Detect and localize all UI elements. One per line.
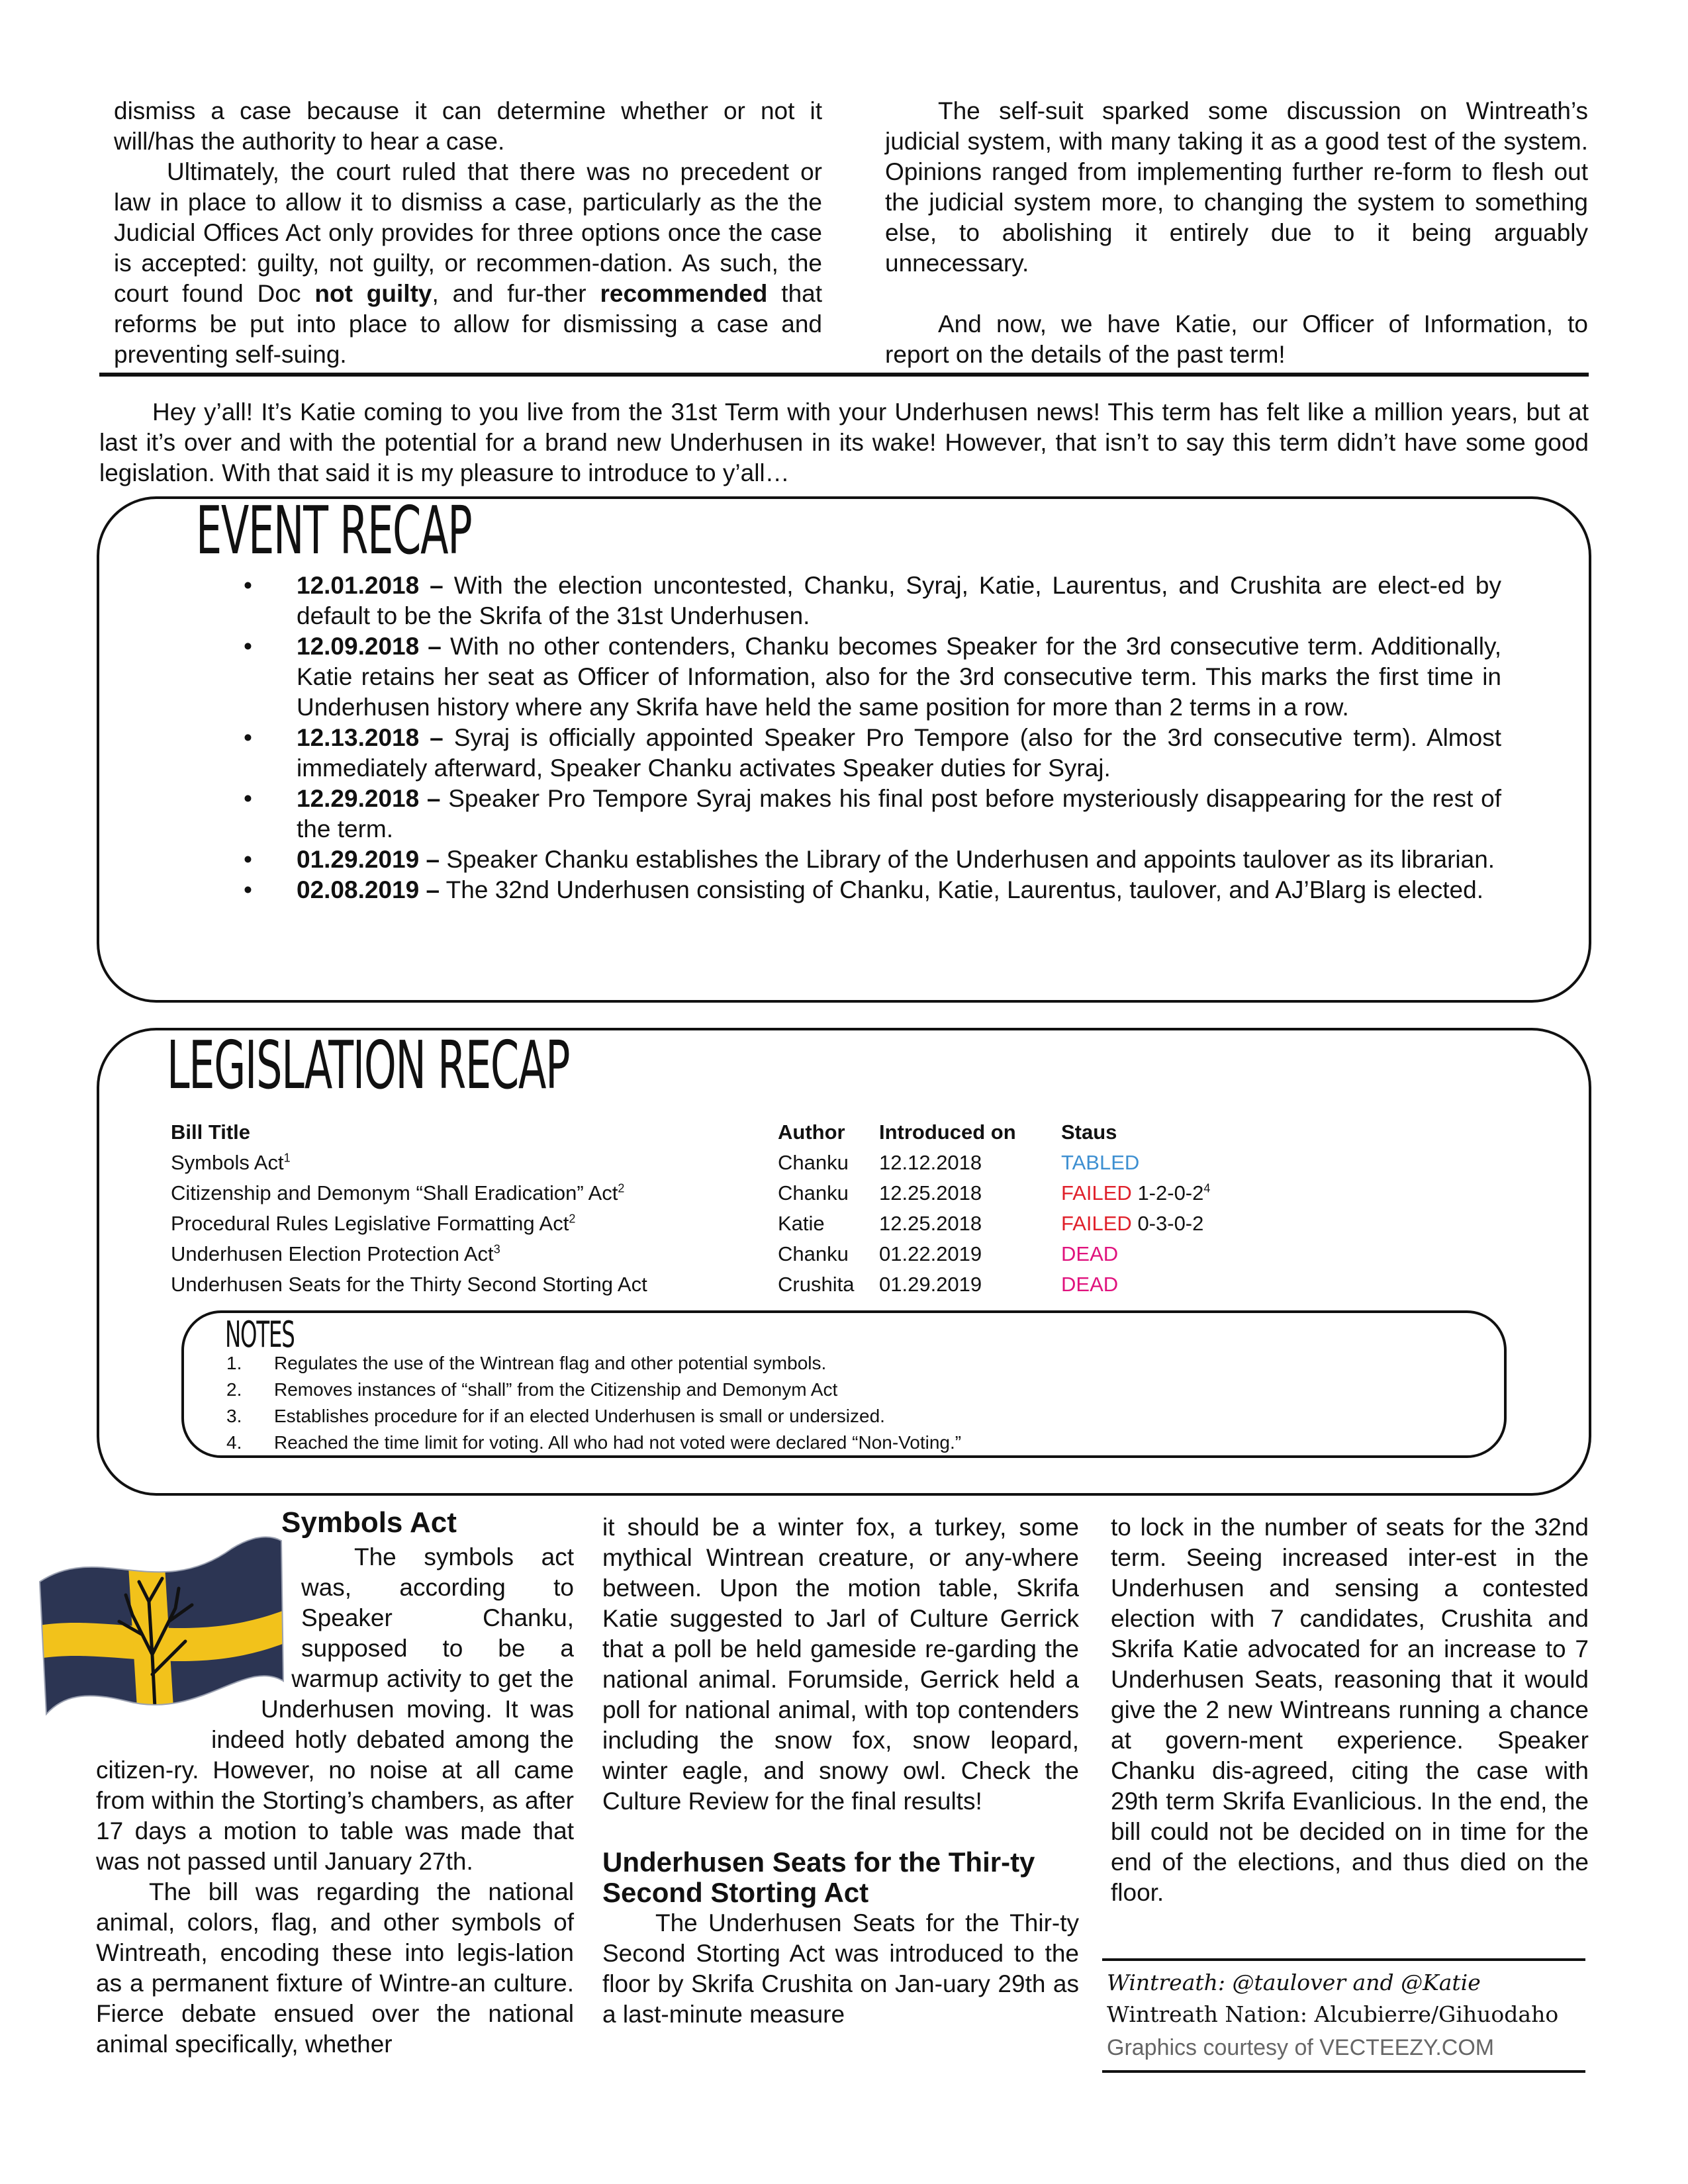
middle-column — [602, 1512, 1079, 2030]
note-item — [226, 1377, 1451, 1403]
status-label: TABLED — [1061, 1151, 1140, 1174]
seats-act-title: Underhusen Seats for the Thir-ty Second Storting Act — [602, 1846, 1035, 1908]
credits-bottom-rule — [1102, 2070, 1585, 2073]
note-text: Removes instances of “shall” from the Citizenship and Demonym Act — [274, 1379, 838, 1400]
bill-status — [1061, 1269, 1280, 1300]
symbols-act-paragraph-1: The symbols act was, according to Speaker Chanku, supposed to be a warmup activity to get the Underhusen moving. It was indeed hotly debated among the citizen-ry. However, no noise at all came from within the Storting’s chambers, as after 17 days a motion to table was made that was not passed until January 27th. — [96, 1543, 574, 1875]
note-text: Reached the time limit for voting. All who had not voted were declared “Non-Voting.” — [274, 1432, 962, 1453]
bill-author: Chanku — [778, 1242, 849, 1265]
note-item — [226, 1350, 1451, 1377]
event-item: • 01.29.2019 – Speaker Chanku establishes the Library of the Underhusen and appoints taulover as its librarian. — [244, 844, 1501, 875]
legislation-row — [171, 1178, 1280, 1208]
bill-author: Katie — [778, 1212, 825, 1235]
bill-author: Chanku — [778, 1181, 849, 1205]
top-left-paragraph-1: dismiss a case because it can determine whether or not it will/has the authority to hear a case. — [114, 97, 822, 155]
bill-status — [1061, 1148, 1280, 1178]
bill-author: Crushita — [778, 1273, 855, 1296]
status-label: DEAD — [1061, 1242, 1119, 1265]
note-number: 2. — [226, 1379, 242, 1400]
vote-footnote-ref: 4 — [1203, 1181, 1211, 1195]
bill-introduced: 01.22.2019 — [879, 1242, 982, 1265]
right-paragraph-1: to lock in the number of seats for the 32nd term. Seeing increased inter-est in the Underhusen and sensing a contested election with 7 candidates, Crushita and Skrifa Katie advocated for an increase to 7 Underhusen Seats, reasoning that it would give the 2 new Wintreans running a chance at govern-ment experience. Speaker Chanku dis-agreed, citing the case with 29th term Skrifa Evanlicious. In the end, the bill could not be decided on in time for the end of the elections, and thus died on the floor. — [1111, 1514, 1589, 1906]
bill-status — [1061, 1178, 1280, 1208]
bill-footnote-ref: 1 — [283, 1151, 291, 1165]
note-text: Establishes procedure for if an elected Underhusen is small or undersized. — [274, 1406, 885, 1426]
legislation-row — [171, 1239, 1280, 1269]
middle-paragraph-1: it should be a winter fox, a turkey, some mythical Wintrean creature, or any-where between. Upon the motion table, Skrifa Katie suggested to Jarl of Culture Gerrick that a poll be held gameside re-garding the national animal. Forumside, Gerrick held a poll for national animal, with top contenders including the snow fox, snow leopard, winter eagle, and snowy owl. Check the Culture Review for the final results! — [602, 1514, 1079, 1815]
notes-list — [226, 1350, 1451, 1456]
bill-introduced: 12.25.2018 — [879, 1181, 982, 1205]
right-column — [1111, 1512, 1589, 1908]
bill-status — [1061, 1208, 1280, 1239]
legislation-row — [171, 1208, 1280, 1239]
status-label: DEAD — [1061, 1273, 1119, 1296]
note-item — [226, 1430, 1451, 1456]
credit-line-2: Wintreath Nation: Alcubierre/Gihuodaho — [1107, 2001, 1559, 2027]
note-number: 3. — [226, 1406, 242, 1426]
status-label: FAILED — [1061, 1212, 1132, 1235]
seats-act-paragraph-1: The Underhusen Seats for the Thir-ty Second Storting Act was introduced to the floor by Skrifa Crushita on Jan-uary 29th as a last-minute measure — [602, 1909, 1079, 2028]
bill-status — [1061, 1239, 1280, 1269]
event-item: • 12.29.2018 – Speaker Pro Tempore Syraj makes his final post before mysteriously disappearing for the rest of the term. — [244, 784, 1501, 844]
note-number: 4. — [226, 1432, 242, 1453]
note-text: Regulates the use of the Wintrean flag and other potential symbols. — [274, 1353, 827, 1373]
credits-top-rule — [1102, 1958, 1585, 1961]
credit-line-1: Wintreath: @taulover and @Katie — [1107, 1970, 1481, 1995]
header-bill-title: Bill Title — [171, 1120, 251, 1144]
bill-footnote-ref: 2 — [618, 1181, 625, 1195]
vote-tally: 0-3-0-2 — [1131, 1212, 1204, 1235]
event-item: • 12.09.2018 – With no other contenders, Chanku becomes Speaker for the 3rd consecutive term. Additionally, Katie retains her seat as Officer of Information, also for the 3rd consecutive term. This marks the first time in Underhusen history where any Skrifa have held the same position for more than 2 terms in a row. — [244, 631, 1501, 723]
top-right-paragraph-2: And now, we have Katie, our Officer of Information, to report on the details of the past term! — [885, 310, 1588, 368]
status-label: FAILED — [1061, 1181, 1132, 1205]
bill-introduced: 01.29.2019 — [879, 1273, 982, 1296]
bill-footnote-ref: 3 — [493, 1242, 500, 1256]
vote-tally: 1-2-0-2 — [1131, 1181, 1204, 1205]
section-divider — [99, 373, 1589, 377]
note-number: 1. — [226, 1353, 242, 1373]
symbols-act-paragraph-2: The bill was regarding the national animal, colors, flag, and other symbols of Wintreath, encoding these into legis-lation as a permanent fixture of Wintre-an culture. Fierce debate ensued over the national animal specifically, whether — [96, 1878, 574, 2058]
header-status: Staus — [1061, 1120, 1117, 1144]
top-right-paragraph-1: The self-suit sparked some discussion on Wintreath’s judicial system, with many taking it as a good test of the system. Opinions ranged from implementing further re-form to flesh out the judicial system more, to changing the system to something else, to abolishing it entirely due to it being arguably unnecessary. — [885, 97, 1588, 277]
bill-title: Procedural Rules Legislative Formatting Act$^2$ — [171, 1212, 576, 1235]
credit-line-3: Graphics courtesy of VECTEEZY.COM — [1107, 2035, 1495, 2060]
symbols-act-title: Symbols Act — [281, 1506, 457, 1539]
header-introduced: Introduced on — [879, 1120, 1016, 1144]
bill-author: Chanku — [778, 1151, 849, 1174]
legislation-row — [171, 1148, 1280, 1178]
top-right-column — [885, 96, 1588, 370]
event-item: • 12.01.2018 – With the election uncontested, Chanku, Syraj, Katie, Laurentus, and Crushita are elect-ed by default to be the Skrifa of the 31st Underhusen. — [244, 570, 1501, 631]
legislation-table — [171, 1117, 1280, 1300]
bill-introduced: 12.25.2018 — [879, 1212, 982, 1235]
header-author: Author — [778, 1120, 845, 1144]
symbols-act-column — [96, 1542, 574, 2060]
intro-paragraph: Hey y’all! It’s Katie coming to you live from the 31st Term with your Underhusen news! This term has felt like a million years, but at last it’s over and with the potential for a brand new Underhusen in its wake! However, that isn’t to say this term didn’t have some good legislation. With that said it is my pleasure to introduce to y’all… — [99, 398, 1589, 486]
event-list — [244, 570, 1501, 905]
legislation-table-header — [171, 1117, 1280, 1148]
bill-title: Symbols Act$^1$ — [171, 1151, 291, 1174]
bill-title: Underhusen Election Protection Act$^3$ — [171, 1242, 500, 1265]
notes-title: NOTES — [225, 1314, 295, 1355]
note-item — [226, 1403, 1451, 1430]
bill-footnote-ref: 2 — [569, 1212, 576, 1226]
event-recap-title: EVENT RECAP — [196, 492, 472, 569]
bill-introduced: 12.12.2018 — [879, 1151, 982, 1174]
legislation-row — [171, 1269, 1280, 1300]
top-left-paragraph-2: Ultimately, the court ruled that there was no precedent or law in place to allow it to dismiss a case, particularly as the the Judicial Offices Act only provides for three options once the case is accepted: guilty, not guilty, or recommen-dation. As such, the court found Doc not guilty, and fur-ther recommended that reforms be put into place to allow for dismissing a case and preventing self-suing. — [114, 158, 823, 368]
legislation-recap-title: LEGISLATION RECAP — [167, 1026, 570, 1104]
event-item: • 12.13.2018 – Syraj is officially appointed Speaker Pro Tempore (also for the 3rd consecutive term). Almost immediately afterward, Speaker Chanku activates Speaker duties for Syraj. — [244, 723, 1501, 784]
bill-title: Citizenship and Demonym “Shall Eradication” Act$^2$ — [171, 1181, 625, 1205]
bill-title: Underhusen Seats for the Thirty Second Storting Act — [171, 1273, 647, 1296]
event-item: • 02.08.2019 – The 32nd Underhusen consisting of Chanku, Katie, Laurentus, taulover, and AJ’Blarg is elected. — [244, 875, 1501, 905]
top-left-column — [114, 96, 822, 370]
